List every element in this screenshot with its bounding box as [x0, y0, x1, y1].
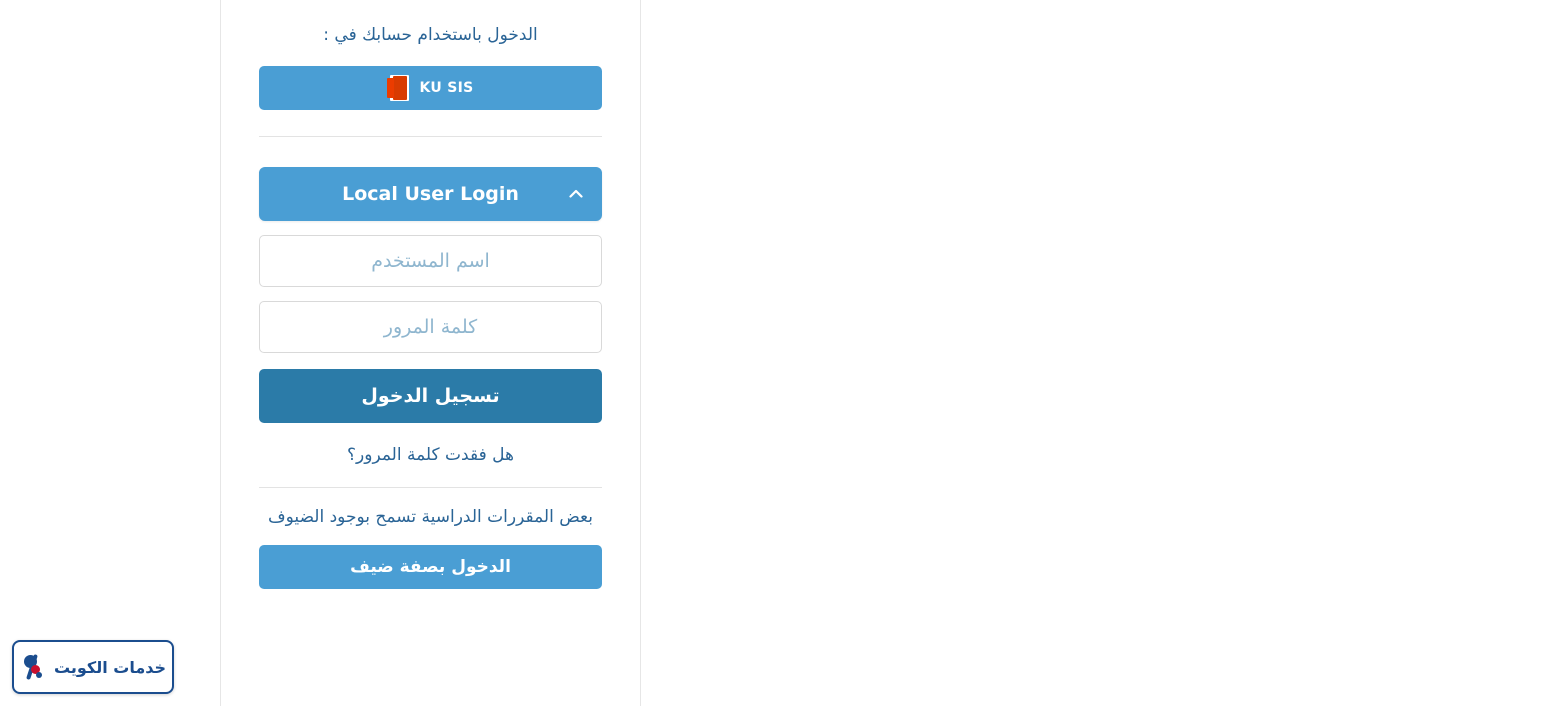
- kuwait-services-label: خدمات الكويت: [53, 657, 167, 677]
- local-user-login-panel-header[interactable]: [259, 167, 602, 221]
- guest-login-button[interactable]: الدخول بصفة ضيف: [259, 545, 602, 589]
- forgot-password-link[interactable]: هل فقدت كلمة المرور؟: [347, 444, 514, 465]
- password-input[interactable]: [259, 301, 602, 353]
- forgot-password-row: [259, 445, 602, 465]
- guest-access-note: بعض المقررات الدراسية تسمح بوجود الضيوف: [268, 506, 593, 527]
- username-input[interactable]: [259, 235, 602, 287]
- sso-intro-text: الدخول باستخدام حسابك في :: [323, 25, 538, 45]
- microsoft-office-icon: [387, 75, 409, 101]
- chevron-up-icon: [569, 187, 583, 201]
- ku-sis-sso-button[interactable]: [259, 66, 602, 110]
- section-divider-top: [259, 136, 602, 137]
- kuwait-services-badge[interactable]: [12, 640, 174, 694]
- right-column-divider: [640, 0, 641, 706]
- ku-sis-sso-label: KU SIS: [419, 79, 474, 96]
- kuwait-towers-icon: [20, 652, 46, 682]
- login-column: [221, 0, 640, 706]
- local-user-login-title: Local User Login: [342, 182, 519, 205]
- login-button[interactable]: تسجيل الدخول: [259, 369, 602, 423]
